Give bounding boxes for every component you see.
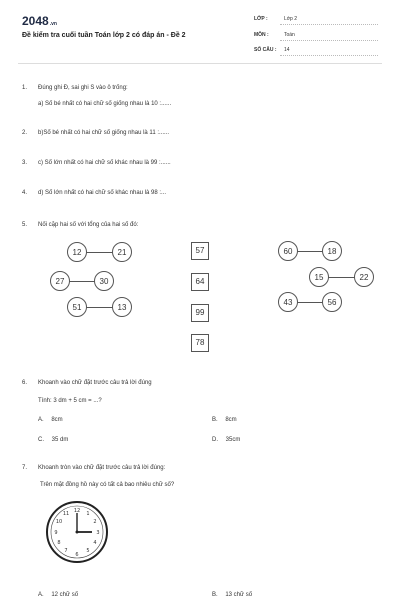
svg-text:5: 5 <box>86 548 90 554</box>
answer-option[interactable] <box>38 592 78 598</box>
meta-underline <box>280 55 378 56</box>
svg-text:4: 4 <box>93 540 97 546</box>
meta-underline <box>280 24 378 25</box>
clock-image <box>45 500 109 564</box>
number-circle[interactable]: 18 <box>322 241 342 261</box>
svg-text:3: 3 <box>96 530 100 536</box>
svg-text:6: 6 <box>75 552 79 558</box>
option-letter: C. <box>38 437 44 443</box>
question-text: Nối cặp hai số với tổng của hai số đó: <box>38 222 139 228</box>
option-letter: B. <box>212 417 218 423</box>
pair-connector <box>296 302 324 303</box>
question-text: c) Số lớn nhất có hai chữ số khác nhau là 99 :...... <box>38 160 171 166</box>
logo-sub: .vn <box>49 21 57 27</box>
svg-text:10: 10 <box>55 519 63 525</box>
svg-text:9: 9 <box>54 530 58 536</box>
question-subtext: Trên mặt đồng hồ này có tất cả bao nhiêu chữ số? <box>40 482 175 488</box>
number-circle[interactable]: 21 <box>112 242 132 262</box>
number-circle[interactable]: 13 <box>112 297 132 317</box>
pair-connector <box>86 252 114 253</box>
sum-box[interactable]: 78 <box>191 334 209 352</box>
option-letter: A. <box>38 417 44 423</box>
question-subtext: Tính: 3 dm + 5 cm = ...? <box>38 398 102 404</box>
question-text: Đúng ghi Đ, sai ghi S vào ô trống: <box>38 85 128 91</box>
number-circle[interactable]: 12 <box>67 242 87 262</box>
meta-value: Lớp 2 <box>284 16 298 22</box>
question-text: Khoanh vào chữ đặt trước câu trả lời đúng <box>38 380 152 386</box>
meta-underline <box>280 40 378 41</box>
number-circle[interactable]: 15 <box>309 267 329 287</box>
number-circle[interactable]: 43 <box>278 292 298 312</box>
option-text: 8cm <box>51 417 63 423</box>
number-circle[interactable]: 22 <box>354 267 374 287</box>
meta-label: SỐ CÂU : <box>254 47 277 53</box>
option-text: 35cm <box>225 437 241 443</box>
option-letter: B. <box>212 592 218 598</box>
svg-text:7: 7 <box>64 548 68 554</box>
logo-text: 2048 <box>22 14 49 28</box>
sum-box[interactable]: 99 <box>191 304 209 322</box>
pair-connector <box>86 307 114 308</box>
question-number: 2. <box>22 130 28 136</box>
svg-text:1: 1 <box>86 511 90 517</box>
svg-text:12: 12 <box>73 508 81 514</box>
pair-connector <box>296 251 324 252</box>
site-logo[interactable] <box>22 14 57 28</box>
header-divider <box>18 63 382 64</box>
option-text: 13 chữ số <box>225 592 253 598</box>
number-circle[interactable]: 56 <box>322 292 342 312</box>
number-circle[interactable]: 27 <box>50 271 70 291</box>
question-number: 3. <box>22 160 28 166</box>
meta-label: LỚP : <box>254 16 268 22</box>
question-text: b)Số bé nhất có hai chữ số giống nhau là 11 :...... <box>38 130 169 136</box>
meta-label: MÔN : <box>254 32 269 38</box>
number-circle[interactable]: 30 <box>94 271 114 291</box>
svg-text:11: 11 <box>62 511 70 517</box>
question-number: 5. <box>22 222 28 228</box>
answer-option[interactable] <box>212 437 240 443</box>
option-text: 12 chữ số <box>51 592 79 598</box>
question-number: 6. <box>22 380 28 386</box>
page-title: Đề kiểm tra cuối tuần Toán lớp 2 có đáp án - Đề 2 <box>22 32 186 39</box>
svg-text:2: 2 <box>93 519 97 525</box>
meta-value: 14 <box>284 47 290 53</box>
number-circle[interactable]: 51 <box>67 297 87 317</box>
sum-box[interactable]: 57 <box>191 242 209 260</box>
question-text: Khoanh tròn vào chữ đặt trước câu trả lời đúng: <box>38 465 166 471</box>
option-text: 35 dm <box>51 437 69 443</box>
question-subtext: a) Số bé nhất có hai chữ số giống nhau là 10 :...... <box>38 101 172 107</box>
option-letter: A. <box>38 592 44 598</box>
option-text: 8cm <box>225 417 237 423</box>
sum-box[interactable]: 64 <box>191 273 209 291</box>
meta-value: Toán <box>284 32 295 38</box>
answer-option[interactable] <box>212 592 252 598</box>
question-text: d) Số lớn nhất có hai chữ số khác nhau là 98 :... <box>38 190 167 196</box>
svg-text:8: 8 <box>57 540 61 546</box>
option-letter: D. <box>212 437 218 443</box>
pair-connector <box>328 277 356 278</box>
answer-option[interactable] <box>38 417 63 423</box>
number-circle[interactable]: 60 <box>278 241 298 261</box>
question-number: 7. <box>22 465 28 471</box>
question-number: 4. <box>22 190 28 196</box>
answer-option[interactable] <box>38 437 68 443</box>
answer-option[interactable] <box>212 417 237 423</box>
question-number: 1. <box>22 85 28 91</box>
